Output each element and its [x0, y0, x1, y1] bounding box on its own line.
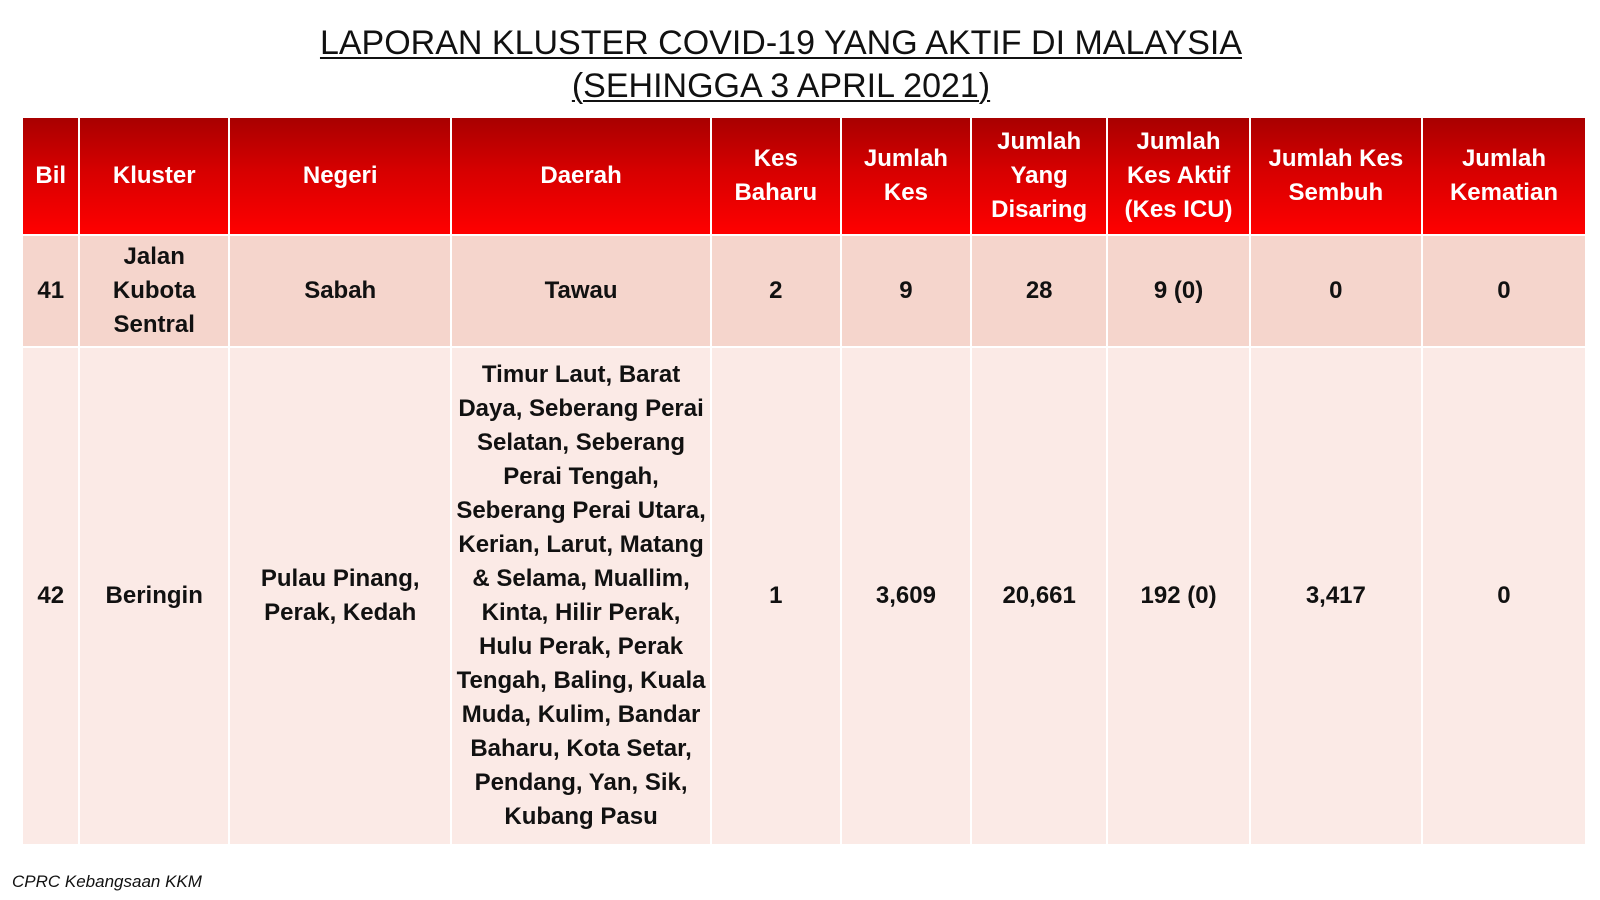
header-daerah: Daerah: [451, 117, 710, 235]
cell-bil: 41: [22, 235, 79, 347]
header-jumlah-kematian: Jumlah Kematian: [1422, 117, 1586, 235]
table-header-row: [22, 117, 1586, 235]
cell-jumlah-kes-sembuh: 0: [1250, 235, 1422, 347]
cell-jumlah-disaring: 28: [971, 235, 1107, 347]
cell-jumlah-kes-aktif: 9 (0): [1107, 235, 1249, 347]
cell-jumlah-kematian: 0: [1422, 347, 1586, 845]
header-kluster: Kluster: [79, 117, 229, 235]
cell-jumlah-kes-sembuh: 3,417: [1250, 347, 1422, 845]
header-bil: Bil: [22, 117, 79, 235]
cell-kluster: Beringin: [79, 347, 229, 845]
source-footer: CPRC Kebangsaan KKM: [12, 872, 202, 891]
cell-negeri: Sabah: [229, 235, 451, 347]
cell-jumlah-kes: 3,609: [841, 347, 971, 845]
cell-jumlah-disaring: 20,661: [971, 347, 1107, 845]
header-jumlah-kes: Jumlah Kes: [841, 117, 971, 235]
header-jumlah-disaring: Jumlah Yang Disaring: [971, 117, 1107, 235]
header-kes-baharu: Kes Baharu: [711, 117, 841, 235]
cell-daerah: Tawau: [451, 235, 710, 347]
cluster-table: [21, 116, 1587, 846]
cell-jumlah-kematian: 0: [1422, 235, 1586, 347]
cell-kluster: Jalan Kubota Sentral: [79, 235, 229, 347]
cell-jumlah-kes: 9: [841, 235, 971, 347]
table-row: [22, 235, 1586, 347]
header-jumlah-kes-aktif: Jumlah Kes Aktif (Kes ICU): [1107, 117, 1249, 235]
report-title: [0, 22, 1562, 108]
cell-kes-baharu: 2: [711, 235, 841, 347]
report-title-line1: LAPORAN KLUSTER COVID-19 YANG AKTIF DI MALAYSIA: [319, 24, 1243, 62]
header-negeri: Negeri: [229, 117, 451, 235]
header-jumlah-kes-sembuh: Jumlah Kes Sembuh: [1250, 117, 1422, 235]
cell-negeri: Pulau Pinang, Perak, Kedah: [229, 347, 451, 845]
cell-jumlah-kes-aktif: 192 (0): [1107, 347, 1249, 845]
cell-bil: 42: [22, 347, 79, 845]
cell-kes-baharu: 1: [711, 347, 841, 845]
cell-daerah: Timur Laut, Barat Daya, Seberang Perai Selatan, Seberang Perai Tengah, Seberang Perai Utara, Kerian, Larut, Matang & Selama, Muallim, Kinta, Hilir Perak, Hulu Perak, Perak Tengah, Baling, Kuala Muda, Kulim, Bandar Baharu, Kota Setar, Pendang, Yan, Sik, Kubang Pasu: [451, 347, 710, 845]
report-title-line2: (SEHINGGA 3 APRIL 2021): [571, 67, 991, 105]
table-row: [22, 347, 1586, 845]
